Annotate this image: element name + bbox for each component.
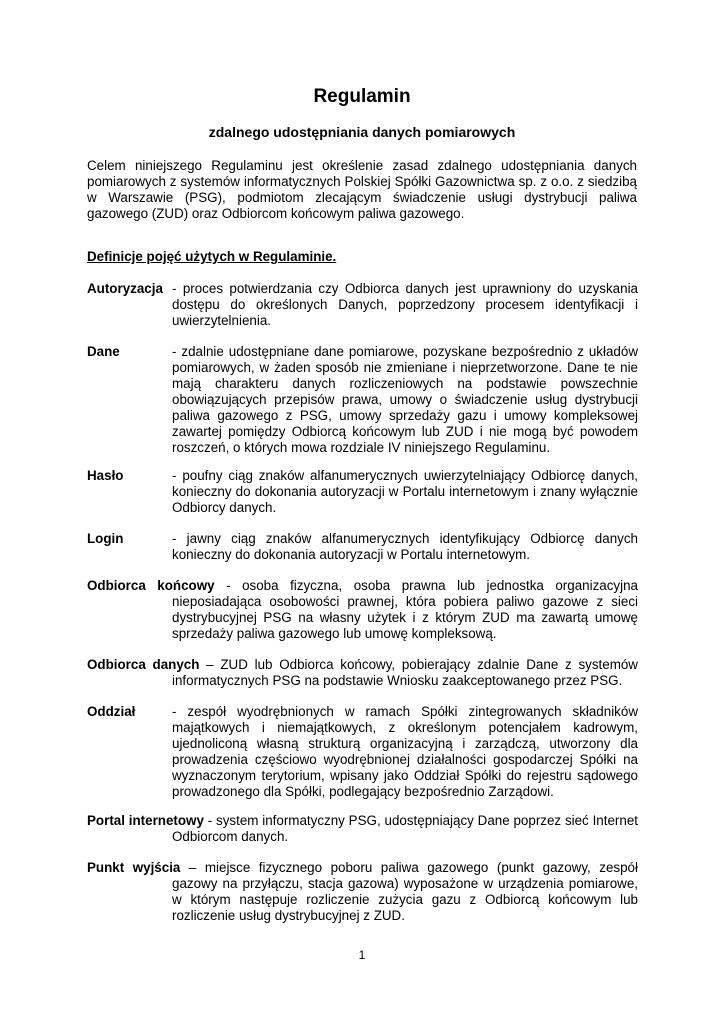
definition-punkt-wyjscia: [87, 860, 638, 924]
definition-text-continued: gazowy na przyłączu, stacja gazowa) wyposażone w urządzenia pomiarowe, w którym następuje rozliczenie zużycia gazu z Odbiorcą końcowym lub rozliczenie usług dystrybucyjnej z ZUD.: [172, 876, 638, 923]
definition-odbiorca-koncowy: [87, 578, 638, 642]
definition-text: - zdalnie udostępniane dane pomiarowe, pozyskane bezpośrednio z układów pomiarowych, w żaden sposób nie zmieniane i nieprzetworzone. Dane te nie mają charakteru danych rozliczeniowych na podstawie powszechnie obowiązujących przepisów prawa, umowy o świadczenie usług dystrybucji paliwa gazowego z PSG, umowy sprzedaży gazu i umowy kompleksowej zawartej pomiędzy Odbiorcą końcowym lub ZUD i nie mogą być powodem roszczeń, o których mowa rozdziale IV niniejszego Regulaminu.: [172, 344, 638, 455]
definition-term: Punkt wyjścia: [87, 860, 181, 875]
definition-text-continued: nieposiadająca osobowości prawnej, która pobiera paliwo gazowe z sieci dystrybucyjnej PSG na własny użytek i z którym ZUD ma zawartą umowę sprzedaży paliwa gazowego lub umowę kompleksową.: [172, 594, 638, 641]
definition-haslo: [87, 468, 638, 516]
definition-term: Oddział: [87, 704, 136, 719]
definition-first-line: [87, 860, 638, 876]
definition-term: Odbiorca końcowy: [87, 578, 215, 593]
definition-term: Dane: [87, 344, 120, 359]
definition-term: Odbiorca danych: [87, 657, 200, 672]
definition-text: - system informatyczny PSG, udostępniający Dane poprzez sieć Internet: [207, 813, 638, 828]
document-subtitle: zdalnego udostępniania danych pomiarowych: [208, 124, 516, 140]
definition-dane: [87, 344, 638, 456]
definition-autoryzacja: [87, 281, 638, 329]
definition-login: [87, 531, 638, 563]
definition-first-line: [87, 657, 638, 673]
definition-text: - poufny ciąg znaków alfanumerycznych uwierzytelniający Odbiorcę danych, konieczny do dokonania autoryzacji w Portalu internetowym i znany wyłącznie Odbiorcy danych.: [172, 468, 638, 515]
page-number: 1: [358, 948, 366, 962]
definition-first-line: [87, 578, 638, 594]
definitions-heading: Definicje pojęć użytych w Regulaminie.: [87, 249, 337, 264]
definition-term: Login: [87, 531, 124, 546]
definition-text: - osoba fizyczna, osoba prawna lub jednostka organizacyjna: [226, 578, 638, 593]
definition-odbiorca-danych: [87, 657, 638, 689]
definition-term: Autoryzacja: [87, 281, 163, 296]
definition-term: Portal internetowy: [87, 813, 204, 828]
definition-text: - jawny ciąg znaków alfanumerycznych identyfikujący Odbiorcę danych konieczny do dokonania autoryzacji w Portalu internetowym.: [172, 531, 638, 562]
definition-text: - proces potwierdzania czy Odbiorca danych jest uprawniony do uzyskania dostępu do określonych Danych, poprzedzony procesem identyfikacji i uwierzytelnienia.: [172, 281, 638, 328]
intro-paragraph: Celem niniejszego Regulaminu jest określenie zasad zdalnego udostępniania danych pomiarowych z systemów informatycznych Polskiej Spółki Gazownictwa sp. z o.o. z siedzibą w Warszawie (PSG), podmiotom zlecającym świadczenie usługi dystrybucji paliwa gazowego (ZUD) oraz Odbiorcom końcowym paliwa gazowego.: [87, 158, 637, 221]
definition-text: – ZUD lub Odbiorca końcowy, pobierający zdalnie Dane z systemów: [206, 657, 638, 672]
definition-text: - zespół wyodrębnionych w ramach Spółki zintegrowanych składników majątkowych i niemajątkowych, z określonym potencjałem kadrowym, ujednoliconą własną strukturą organizacyjną i zarządczą, utworzony dla prowadzenia częściowo wyodrębnionej działalności gospodarczej Spółki na wyznaczonym terytorium, wpisany jako Oddział Spółki do rejestru sądowego prowadzonego dla Spółki, podlegający bezpośrednio Zarządowi.: [172, 704, 638, 799]
definition-text-continued: Odbiorcom danych.: [172, 829, 289, 844]
definition-portal-internetowy: [87, 813, 638, 845]
definition-term: Hasło: [87, 468, 124, 483]
document-title: Regulamin: [313, 86, 411, 107]
definition-text-continued: informatycznych PSG na podstawie Wniosku zaakceptowanego przez PSG.: [172, 673, 623, 688]
definition-text: – miejsce fizycznego poboru paliwa gazowego (punkt gazowy, zespół: [188, 860, 638, 875]
definition-oddzial: [87, 704, 638, 800]
definition-first-line: [87, 813, 638, 829]
